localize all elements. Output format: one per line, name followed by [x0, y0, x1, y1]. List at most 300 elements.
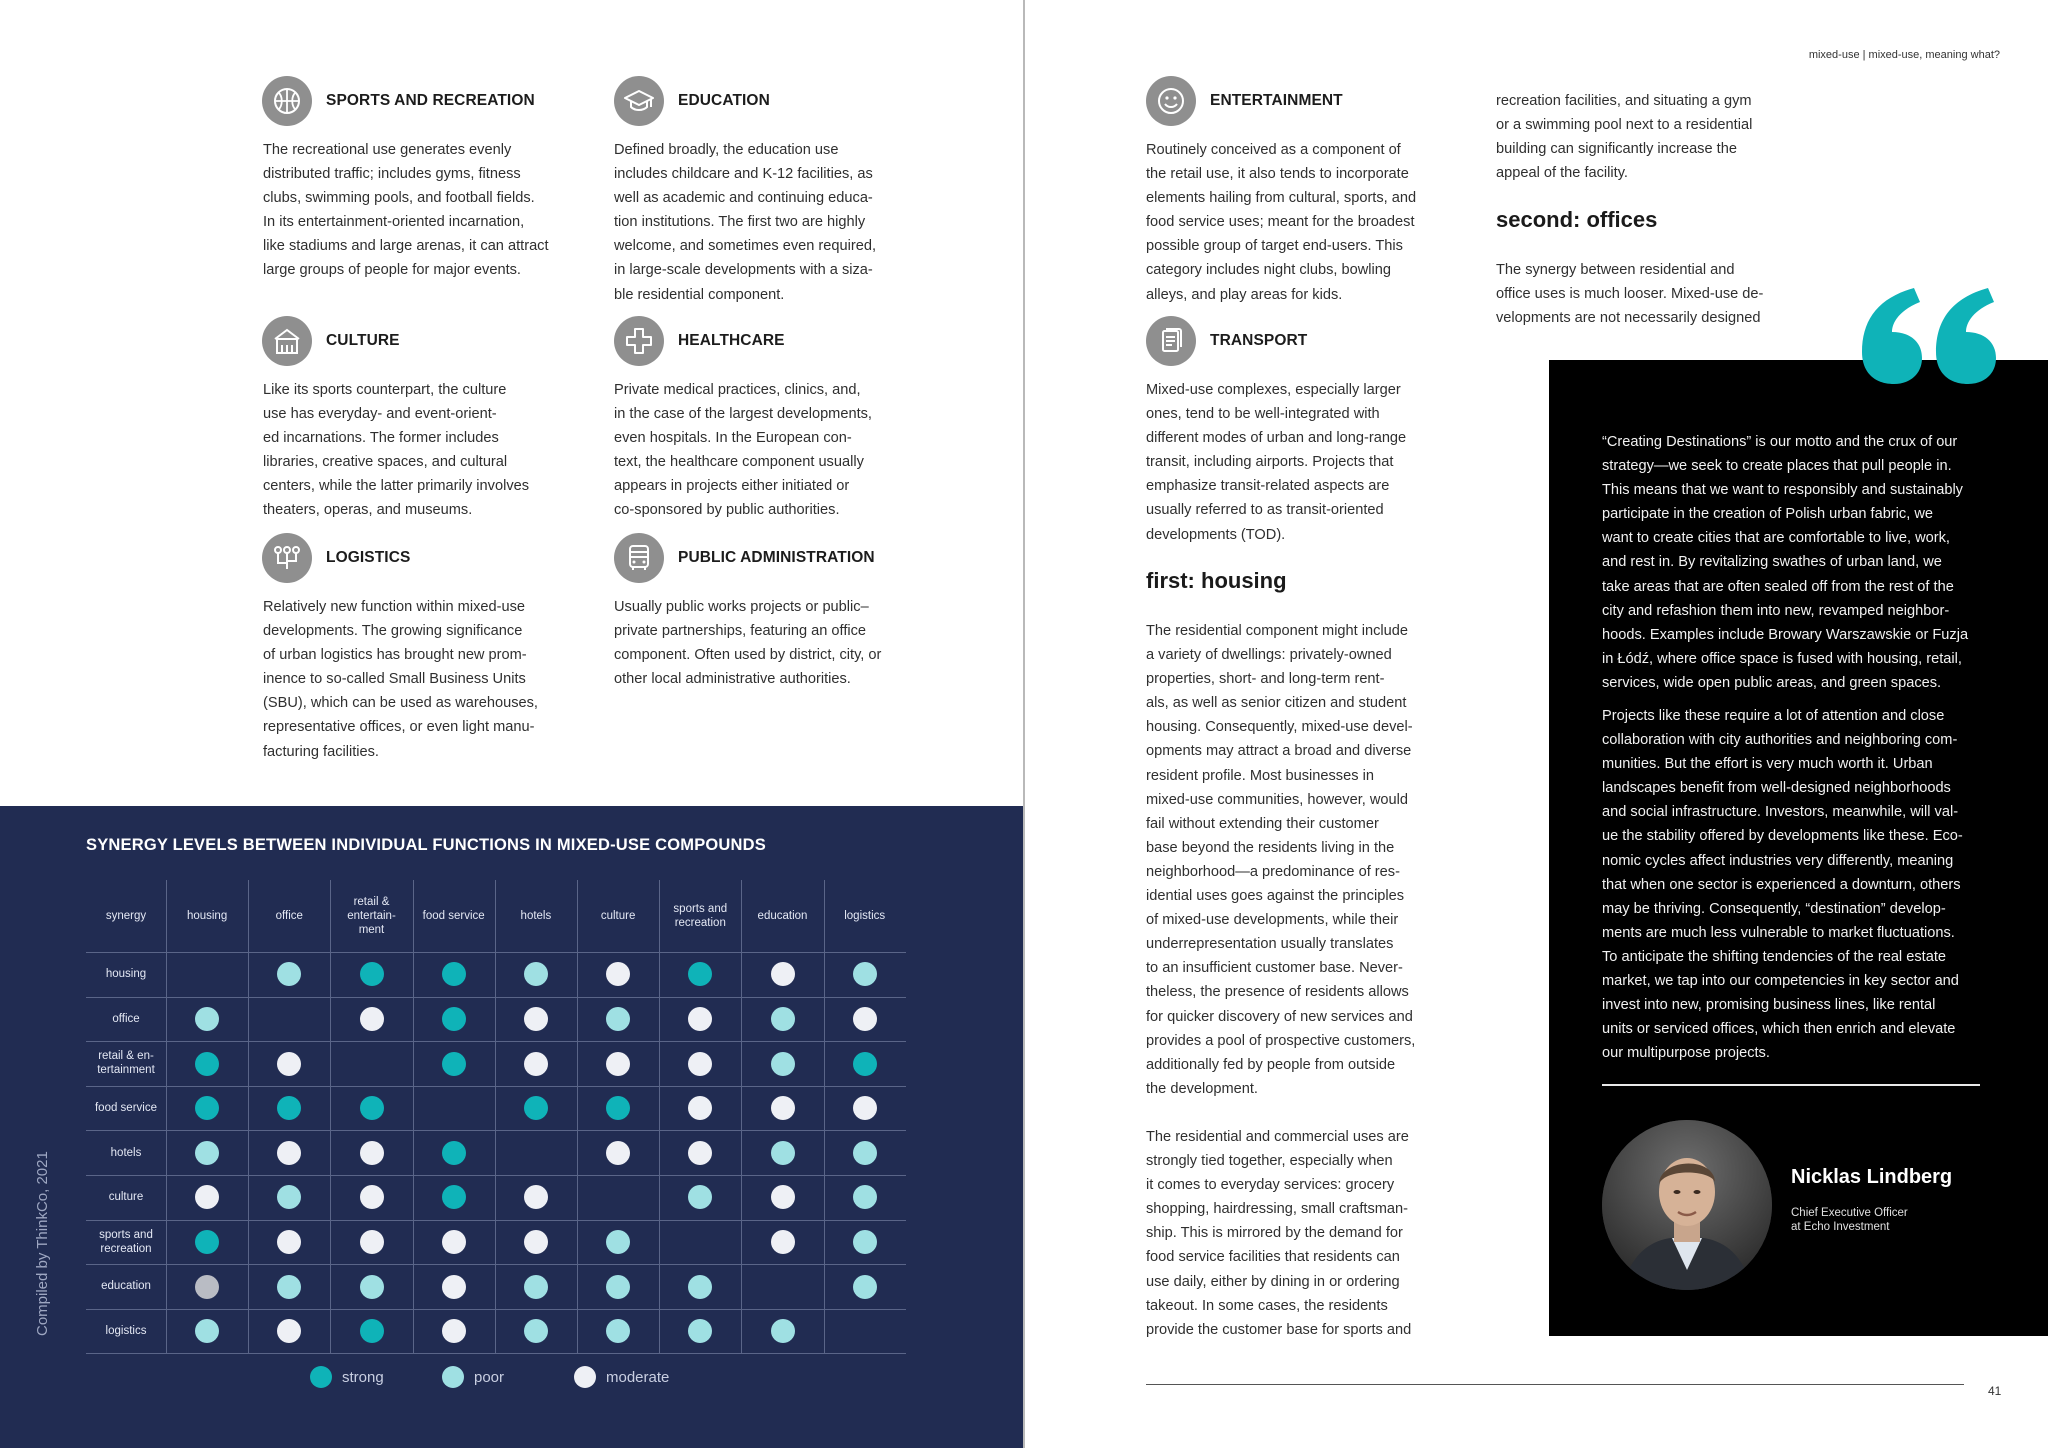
text-line: properties, short- and long-term rent- [1146, 671, 1385, 688]
text-line: tion institutions. The first two are highly [614, 214, 866, 231]
text-line: distributed traffic; includes gyms, fitness [263, 166, 521, 183]
quote-line: strategy—we seek to create places that pull people in. [1602, 458, 1952, 475]
synergy-dot-moderate [771, 1185, 795, 1209]
text-line: neighborhood—a predominance of res- [1146, 863, 1400, 880]
matrix-row-line [86, 1220, 906, 1221]
text-line: text, the healthcare component usually [614, 454, 864, 471]
text-line: als, as well as senior citizen and student [1146, 695, 1407, 712]
logistics-title: LOGISTICS [326, 549, 411, 566]
text-line: for quicker discovery of new services and [1146, 1008, 1413, 1025]
synergy-dot-moderate [606, 1052, 630, 1076]
matrix-column-header-line: entertain- [347, 910, 396, 922]
page-number: 41 [1988, 1384, 2002, 1398]
text-line: theaters, operas, and museums. [263, 502, 473, 519]
synergy-dot-strong [606, 1096, 630, 1120]
text-line: the development. [1146, 1080, 1258, 1097]
synergy-dot-poor [688, 1319, 712, 1343]
quote-line: Projects like these require a lot of attention and close [1602, 708, 1945, 724]
text-line: takeout. In some cases, the residents [1146, 1297, 1388, 1314]
synergy-dot-strong [195, 1230, 219, 1254]
text-line: developments (TOD). [1146, 526, 1286, 543]
text-line: Usually public works projects or public– [614, 599, 869, 615]
text-line: Relatively new function within mixed-use [263, 599, 525, 615]
text-line: like stadiums and large arenas, it can attract [263, 238, 549, 255]
legend-item-poor [442, 1366, 504, 1388]
synergy-dot-poor [524, 962, 548, 986]
education-title: EDUCATION [678, 92, 770, 109]
text-line: the retail use, it also tends to incorporate [1146, 166, 1409, 183]
ceo-role-line-2: at Echo Investment [1791, 1221, 1890, 1233]
synergy-dot-strong [277, 1096, 301, 1120]
sports-text [263, 138, 549, 283]
matrix-column-line [577, 880, 578, 1353]
matrix-row-header [86, 1309, 166, 1354]
synergy-dot-poor [606, 1319, 630, 1343]
text-line: ble residential component. [614, 286, 785, 303]
synergy-dot-poor [771, 1052, 795, 1076]
synergy-dot-poor [606, 1230, 630, 1254]
text-line: or a swimming pool next to a residential [1496, 117, 1753, 134]
matrix-column-header-line: retail & [353, 896, 390, 908]
quote-paragraph-2 [1602, 704, 1997, 1065]
synergy-dot-strong [442, 1052, 466, 1076]
synergy-dot-moderate [442, 1275, 466, 1299]
synergy-dot-poor [853, 1185, 877, 1209]
quote-line: invest into new, promising business lines, like rental [1602, 997, 1936, 1014]
text-line: underrepresentation usually translates [1146, 936, 1394, 953]
synergy-dot-strong [195, 1096, 219, 1120]
legend-swatch [442, 1366, 464, 1388]
synergy-dot-poor [606, 1007, 630, 1031]
synergy-dot-poor [277, 1185, 301, 1209]
matrix-row-header-line: logistics [105, 1325, 147, 1338]
synergy-dot-moderate [442, 1230, 466, 1254]
synergy-dot-strong [442, 1185, 466, 1209]
matrix-column-header [166, 880, 248, 952]
text-line: idential uses goes against the principles [1146, 888, 1404, 905]
culture-text [263, 378, 529, 523]
text-line: provides a pool of prospective customers, [1146, 1032, 1416, 1049]
synergy-dot-moderate [688, 1052, 712, 1076]
text-line: use has everyday- and event-orient- [263, 406, 497, 423]
first-housing-paragraph-2 [1146, 1125, 1411, 1342]
synergy-dot-strong [442, 1007, 466, 1031]
synergy-dot-strong [524, 1096, 548, 1120]
text-line: The recreational use generates evenly [263, 142, 512, 158]
text-line: velopments are not necessarily designed [1496, 310, 1761, 327]
synergy-dot-moderate [524, 1007, 548, 1031]
page-gutter [1023, 0, 1025, 1448]
public-heading [614, 533, 875, 583]
quote-line: nomic cycles affect industries very differently, meaning [1602, 852, 1954, 869]
synergy-dot-moderate [771, 962, 795, 986]
text-line: emphasize transit-related aspects are [1146, 478, 1390, 495]
synergy-dot-moderate [277, 1141, 301, 1165]
matrix-column-header [741, 880, 823, 952]
matrix-row-header-line: hotels [110, 1146, 142, 1159]
text-line: use daily, either by dining in or ordering [1146, 1273, 1400, 1290]
healthcare-text [614, 378, 872, 523]
sports-heading [262, 76, 535, 126]
quote-line: that when one sector is experienced a downturn, others [1602, 876, 1961, 893]
matrix-row-line [86, 1130, 906, 1131]
text-line: includes childcare and K-12 facilities, as [614, 166, 873, 183]
text-line: ship. This is mirrored by the demand for [1146, 1225, 1403, 1242]
legend-label: moderate [606, 1368, 670, 1386]
text-line: of mixed-use developments, while their [1146, 912, 1399, 929]
matrix-column-line [248, 880, 249, 1353]
quote-line: and social infrastructure. Investors, meanwhile, will val- [1602, 804, 1959, 821]
transport-text [1146, 378, 1406, 547]
transport-title: TRANSPORT [1210, 332, 1308, 349]
synergy-dot-strong [688, 962, 712, 986]
synergy-dot-poor [606, 1275, 630, 1299]
text-line: In its entertainment-oriented incarnation, [263, 214, 525, 231]
text-line: elements hailing from cultural, sports, and [1146, 190, 1417, 207]
quote-line: landscapes benefit from well-designed neighborhoods [1602, 780, 1951, 797]
legend-label: poor [474, 1368, 505, 1386]
text-line: resident profile. Most businesses in [1146, 767, 1374, 784]
matrix-row-line [86, 952, 906, 953]
quote-line: hoods. Examples include Browary Warszawskie or Fuzja [1602, 626, 1969, 643]
text-line: strongly tied together, especially when [1146, 1153, 1393, 1170]
public-text [614, 595, 881, 691]
synergy-dot-moderate [853, 1007, 877, 1031]
legend-swatch [574, 1366, 596, 1388]
synergy-dot-gray [195, 1275, 219, 1299]
text-line: food service uses; meant for the broadest [1146, 214, 1415, 231]
text-line: inence to so-called Small Business Units [263, 671, 526, 688]
matrix-column-header-line: food service [422, 910, 485, 922]
text-line: even hospitals. In the European con- [614, 430, 852, 447]
synergy-dot-poor [853, 1141, 877, 1165]
quote-line: may be thriving. Consequently, “destination” develop- [1602, 900, 1946, 917]
quote-line: ments are much less vulnerable to market fluctuations. [1602, 924, 1955, 941]
matrix-row-line [86, 1309, 906, 1310]
matrix-column-line [166, 880, 167, 1353]
matrix-column-header-line: recreation [674, 917, 726, 929]
bus-icon [614, 533, 664, 583]
text-line: additionally fed by people from outside [1146, 1056, 1396, 1073]
text-line: mixed-use communities, however, would [1146, 791, 1408, 808]
synergy-dot-moderate [195, 1185, 219, 1209]
synergy-dot-strong [360, 1319, 384, 1343]
matrix-column-header [824, 880, 906, 952]
synergy-dot-moderate [771, 1096, 795, 1120]
quote-line: units or serviced offices, which then enrich and elevate [1602, 1021, 1956, 1038]
synergy-dot-moderate [688, 1096, 712, 1120]
text-line: well as academic and continuing educa- [614, 190, 873, 207]
text-line: libraries, creative spaces, and cultural [263, 454, 508, 471]
legend-label: strong [342, 1368, 384, 1386]
matrix-row-line [86, 1041, 906, 1042]
matrix-column-header-line: sports and [673, 903, 728, 915]
text-line: possible group of target end-users. This [1146, 238, 1403, 255]
entertainment-title: ENTERTAINMENT [1210, 92, 1343, 109]
column-continuation [1496, 89, 1752, 185]
synergy-dot-poor [195, 1319, 219, 1343]
synergy-dot-poor [277, 1275, 301, 1299]
synergy-dot-moderate [277, 1052, 301, 1076]
education-heading [614, 76, 770, 126]
text-line: The synergy between residential and [1496, 262, 1735, 278]
basketball-icon [262, 76, 312, 126]
synergy-dot-strong [360, 962, 384, 986]
theater-building-icon [262, 316, 312, 366]
synergy-dot-poor [771, 1007, 795, 1031]
second-offices-text [1496, 258, 1763, 330]
matrix-column-line [741, 880, 742, 1353]
text-line: shopping, hairdressing, small craftsman- [1146, 1201, 1408, 1218]
text-line: opments may attract a broad and diverse [1146, 743, 1412, 760]
text-line: Defined broadly, the education use [614, 142, 839, 158]
matrix-row-line [86, 1086, 906, 1087]
matrix-row-line [86, 997, 906, 998]
quote-mark-icon [1860, 280, 2000, 390]
matrix-row-header-line: food service [94, 1102, 157, 1115]
matrix-row-header [86, 997, 166, 1042]
matrix-column-header-line: education [757, 910, 808, 922]
text-line: transit, including airports. Projects that [1146, 454, 1394, 471]
second-offices-heading: second: offices [1496, 207, 1658, 232]
text-line: ed incarnations. The former includes [263, 430, 499, 447]
quote-line: participate in the creation of Polish urban fabric, we [1602, 506, 1933, 523]
synergy-dot-moderate [524, 1052, 548, 1076]
text-line: category includes night clubs, bowling [1146, 262, 1391, 279]
matrix-row-line [86, 1353, 906, 1354]
synergy-dot-poor [771, 1319, 795, 1343]
matrix-column-line [659, 880, 660, 1353]
synergy-dot-moderate [360, 1141, 384, 1165]
matrix-row-header [86, 1220, 166, 1265]
synergy-dot-poor [688, 1275, 712, 1299]
text-line: centers, while the latter primarily involves [263, 478, 530, 495]
matrix-row-header-line: tertainment [97, 1064, 155, 1077]
synergy-dot-strong [853, 1052, 877, 1076]
matrix-column-header [248, 880, 330, 952]
ceo-name: Nicklas Lindberg [1791, 1166, 1953, 1188]
text-line: component. Often used by district, city, or [614, 647, 882, 664]
text-line: building can significantly increase the [1496, 141, 1737, 158]
text-line: theless, the presence of residents allows [1146, 984, 1409, 1001]
text-line: private partnerships, featuring an office [614, 623, 867, 640]
quote-line: and rest in. By revitalizing swathes of urban land, we [1602, 554, 1942, 571]
quote-line: market, we tap into our competencies in key sector and [1602, 973, 1959, 990]
text-line: office uses is much looser. Mixed-use de- [1496, 286, 1764, 303]
text-line: fail without extending their customer [1146, 815, 1379, 832]
matrix-row-header-line: retail & en- [98, 1050, 154, 1063]
text-line: other local administrative authorities. [614, 671, 851, 688]
legend-item-strong [310, 1366, 384, 1388]
text-line: Private medical practices, clinics, and, [614, 382, 861, 398]
matrix-row-header-line: office [112, 1012, 140, 1025]
quote-line: This means that we want to responsibly and sustainably [1602, 482, 1963, 499]
logistics-text [263, 595, 538, 764]
synergy-dot-moderate [524, 1185, 548, 1209]
synergy-dot-poor [524, 1275, 548, 1299]
matrix-column-header [659, 880, 741, 952]
text-line: (SBU), which can be used as warehouses, [263, 695, 538, 712]
synergy-dot-poor [853, 1230, 877, 1254]
ceo-quote-box [1549, 360, 2048, 1336]
quote-line: collaboration with city authorities and neighboring com- [1602, 732, 1958, 749]
synergy-dot-moderate [853, 1096, 877, 1120]
text-line: provide the customer base for sports and [1146, 1321, 1412, 1338]
ceo-role [1791, 1206, 1908, 1234]
matrix-column-line [495, 880, 496, 1353]
matrix-column-header [413, 880, 495, 952]
logistics-heading [262, 533, 410, 583]
medical-cross-icon [614, 316, 664, 366]
matrix-row-line [86, 1264, 906, 1265]
matrix-column-line [413, 880, 414, 1353]
text-line: developments. The growing significance [263, 623, 523, 640]
text-line: Mixed-use complexes, especially larger [1146, 382, 1401, 398]
text-line: The residential component might include [1146, 623, 1409, 639]
graduation-cap-icon [614, 76, 664, 126]
entertainment-heading [1146, 76, 1343, 126]
synergy-dot-poor [195, 1007, 219, 1031]
text-line: usually referred to as transit-oriented [1146, 502, 1384, 519]
matrix-row-header [86, 1175, 166, 1220]
quote-line: munities. But the effort is very much worth it. Urban [1602, 756, 1933, 773]
text-line: large groups of people for major events. [263, 262, 521, 279]
text-line: to an insufficient customer base. Never- [1146, 960, 1403, 977]
matrix-corner-label: synergy [105, 910, 147, 922]
education-text [614, 138, 876, 307]
text-line: appears in projects either initiated or [614, 478, 850, 495]
synergy-dot-moderate [606, 962, 630, 986]
synergy-dot-strong [442, 962, 466, 986]
ceo-role-line-1: Chief Executive Officer [1791, 1207, 1908, 1219]
synergy-dot-moderate [360, 1230, 384, 1254]
public-title: PUBLIC ADMINISTRATION [678, 549, 875, 566]
running-title: mixed-use | mixed-use, meaning what? [1808, 49, 2000, 61]
quote-paragraph-1 [1602, 430, 1997, 695]
synergy-dot-poor [771, 1141, 795, 1165]
synergy-dot-poor [277, 962, 301, 986]
matrix-row-header-line: culture [108, 1191, 144, 1204]
text-line: housing. Consequently, mixed-use devel- [1146, 719, 1413, 736]
synergy-dot-moderate [442, 1319, 466, 1343]
matrix-row-header [86, 952, 166, 997]
text-line: a variety of dwellings: privately-owned [1146, 647, 1392, 664]
text-line: different modes of urban and long-range [1146, 430, 1407, 447]
synergy-dot-moderate [277, 1319, 301, 1343]
quote-line: in Łódź, where office space is fused with housing, retail, [1602, 650, 1962, 667]
synergy-dot-poor [853, 962, 877, 986]
quote-line: To anticipate the shifting tendencies of the real estate [1602, 948, 1946, 965]
document-pages-icon [1146, 316, 1196, 366]
text-line: clubs, swimming pools, and football fields. [263, 190, 535, 207]
matrix-column-header-line: ment [358, 924, 385, 936]
matrix-row-header-line: education [101, 1280, 151, 1293]
synergy-dot-poor [360, 1275, 384, 1299]
matrix-row-header [86, 1264, 166, 1309]
matrix-row-header-line: sports and [99, 1228, 153, 1241]
healthcare-heading [614, 316, 785, 366]
synergy-dot-moderate [606, 1141, 630, 1165]
quote-line: city and refashion them into new, revamped neighbor- [1602, 602, 1950, 619]
text-line: base beyond the residents living in the [1146, 839, 1395, 856]
synergy-dot-moderate [688, 1007, 712, 1031]
text-line: Like its sports counterpart, the culture [263, 382, 507, 398]
matrix-column-header-line: hotels [520, 910, 552, 922]
matrix-row-line [86, 1175, 906, 1176]
text-line: recreation facilities, and situating a gym [1496, 93, 1752, 109]
quote-divider [1602, 1084, 1980, 1086]
synergy-dot-moderate [360, 1007, 384, 1031]
synergy-title: SYNERGY LEVELS BETWEEN INDIVIDUAL FUNCTIONS IN MIXED-USE COMPOUNDS [86, 836, 766, 854]
culture-title: CULTURE [326, 332, 400, 349]
legend-swatch [310, 1366, 332, 1388]
text-line: Routinely conceived as a component of [1146, 142, 1401, 158]
text-line: of urban logistics has brought new prom- [263, 647, 527, 664]
footer-rule [1146, 1384, 1964, 1385]
quote-line: want to create cities that are comfortable to live, work, [1602, 530, 1950, 547]
quote-line: take areas that are often sealed off from the rest of the [1602, 578, 1954, 595]
text-line: The residential and commercial uses are [1146, 1129, 1409, 1145]
matrix-column-header-line: logistics [844, 910, 886, 922]
matrix-column-header-line: office [275, 910, 303, 922]
text-line: facturing facilities. [263, 743, 379, 760]
synergy-dot-strong [360, 1096, 384, 1120]
matrix-row-header [86, 1041, 166, 1086]
culture-heading [262, 316, 400, 366]
transport-heading [1146, 316, 1307, 366]
network-nodes-icon [262, 533, 312, 583]
synergy-dot-strong [442, 1141, 466, 1165]
first-housing-heading: first: housing [1146, 568, 1287, 593]
matrix-column-line [824, 880, 825, 1353]
synergy-credit: Compiled by ThinkCo, 2021 [34, 1151, 51, 1336]
text-line: appeal of the facility. [1496, 165, 1628, 182]
text-line: in the case of the largest developments, [614, 406, 872, 423]
matrix-row-header-line: housing [105, 968, 147, 981]
sports-title: SPORTS AND RECREATION [326, 92, 535, 109]
quote-line: ue the stability offered by developments like these. Eco- [1602, 828, 1963, 845]
text-line: welcome, and sometimes even required, [614, 238, 877, 255]
matrix-column-header [577, 880, 659, 952]
synergy-dot-poor [688, 1185, 712, 1209]
synergy-dot-moderate [688, 1141, 712, 1165]
matrix-column-header-line: culture [600, 910, 636, 922]
ceo-portrait [1602, 1120, 1772, 1290]
synergy-dot-poor [524, 1319, 548, 1343]
synergy-dot-moderate [524, 1230, 548, 1254]
quote-line: our multipurpose projects. [1602, 1045, 1770, 1062]
synergy-dot-poor [195, 1141, 219, 1165]
text-line: food service facilities that residents can [1146, 1249, 1400, 1266]
synergy-dot-poor [853, 1275, 877, 1299]
synergy-dot-moderate [771, 1230, 795, 1254]
matrix-column-header [495, 880, 577, 952]
text-line: alleys, and play areas for kids. [1146, 286, 1343, 303]
text-line: in large-scale developments with a siza- [614, 262, 873, 279]
entertainment-text [1146, 138, 1416, 307]
synergy-table-panel [0, 806, 1023, 1448]
quote-line: services, wide open public areas, and green spaces. [1602, 674, 1942, 691]
synergy-dot-moderate [360, 1185, 384, 1209]
text-line: co-sponsored by public authorities. [614, 502, 840, 519]
first-housing-paragraph-1 [1146, 619, 1415, 1101]
text-line: ones, tend to be well-integrated with [1146, 406, 1380, 423]
matrix-row-header [86, 1086, 166, 1131]
smiley-face-icon [1146, 76, 1196, 126]
matrix-row-header [86, 1130, 166, 1175]
text-line: representative offices, or even light manu- [263, 719, 535, 736]
synergy-dot-moderate [277, 1230, 301, 1254]
